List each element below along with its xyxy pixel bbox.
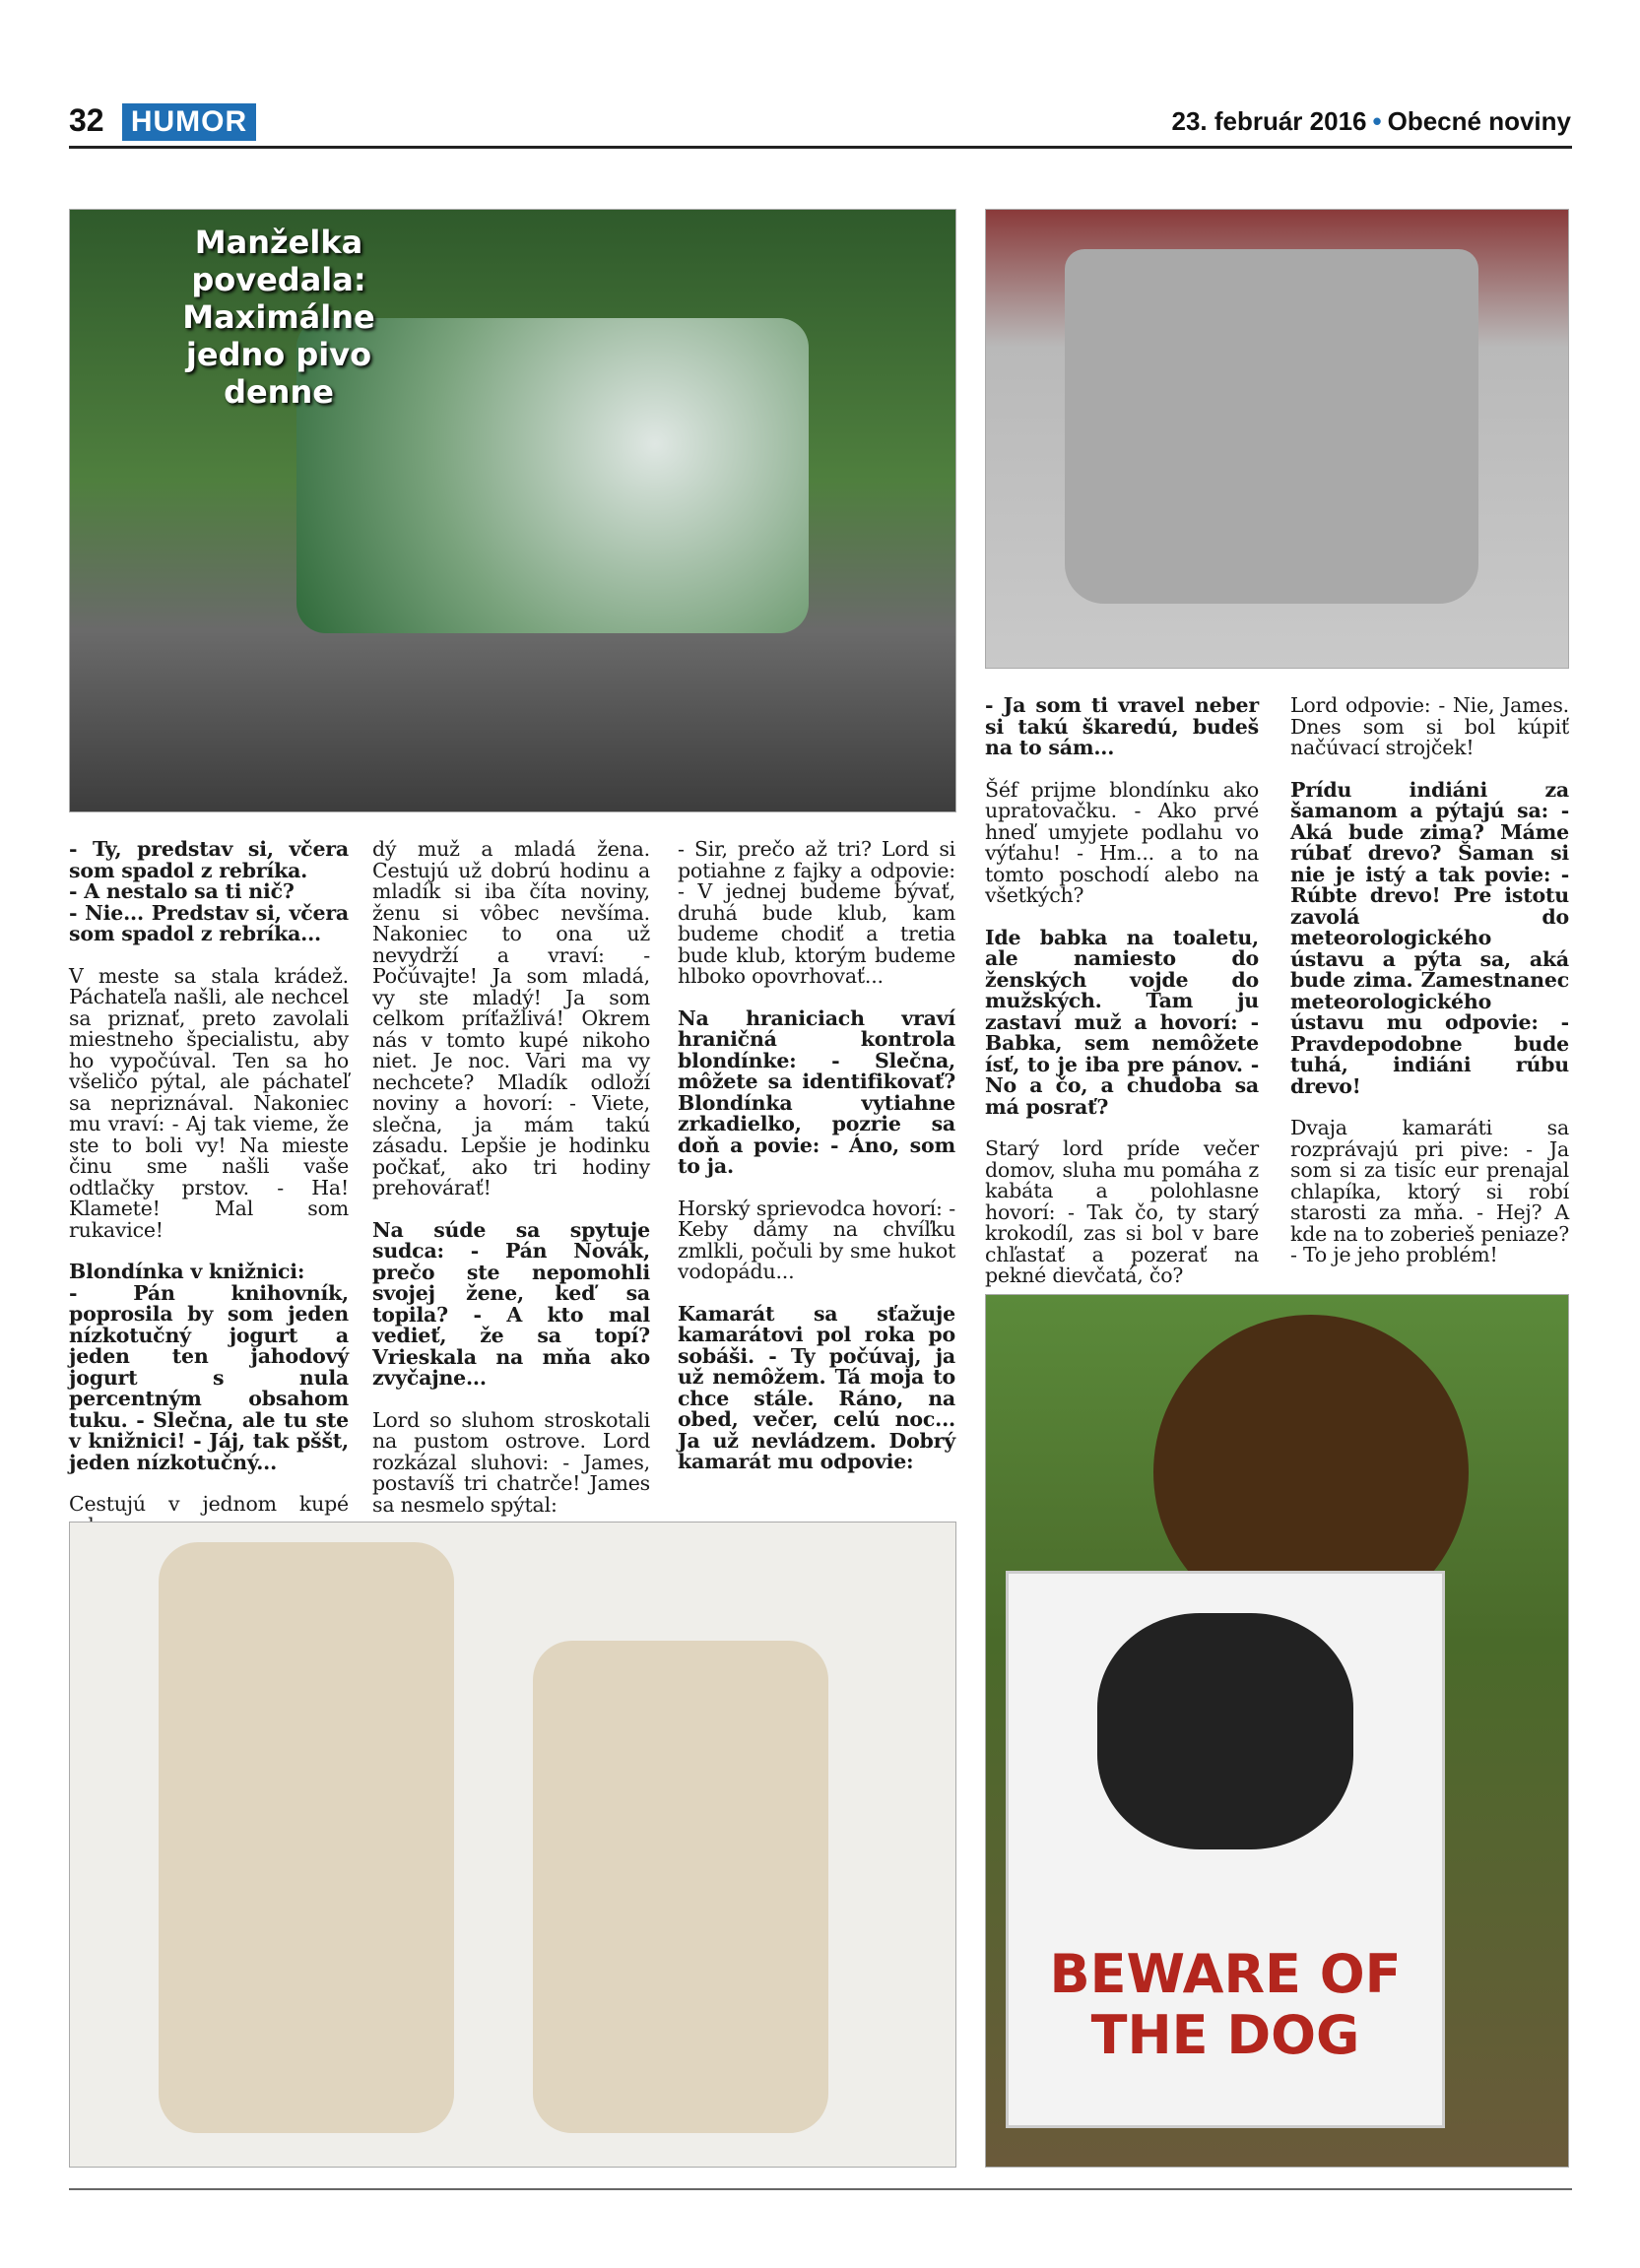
text-column-3 — [678, 839, 955, 1494]
footer-rule — [69, 2188, 1572, 2190]
text-column-2 — [372, 839, 650, 1536]
joke-train-start: Cestujú v jednom kupé — [69, 1492, 349, 1516]
dog-image — [985, 1294, 1569, 2168]
hoof-boots-image — [69, 1522, 956, 2168]
joke-island-cont: - Sir, prečo až tri? Lord si potiahne z fajky a odpovie: - V jednej budeme bývať, druhá bude klub, kam budeme chodiť a tretia bude klub, ktorým budeme hlboko opovrhovať... — [678, 837, 955, 988]
joke-guide: Horský sprievodca hovorí: - Keby dámy na chvíľku zmlkli, počuli by sme hukot vodopádu... — [678, 1196, 955, 1283]
joke-marriage-end-text: - Ja som ti vravel neber si takú škaredú, budeš na to sám... — [985, 693, 1259, 759]
oversized-shorts — [1065, 249, 1478, 604]
beware-sign — [1006, 1571, 1445, 2128]
publication-name: Obecné noviny — [1387, 106, 1571, 136]
joke-line: - A nestalo sa ti nič? — [69, 879, 295, 903]
page-number: 32 — [69, 102, 104, 138]
joke-shaman-text: Prídu indiáni za šamanom a pýtajú sa: - Aká bude zima? Máme rúbať drevo? Šaman si nie je istý a tak povie: - Rúbte drevo! Pre istotu zavolá do meteorologického ústavu a pýta sa, aká bude zima. Zamestnanec meteorologického ústavu mu odpovie: - Pravdepodobne bude tuhá, indiáni rúbu drevo! — [1290, 777, 1569, 1098]
joke-friends: Dvaja kamaráti sa rozprávajú pri pive: - Ja som si za tisíc eur prenajal chlapíka, ktorý si robí starosti za mňa. - Hej? A kde na to zoberieš peniaze? - To je jeho problém! — [1290, 1116, 1569, 1266]
joke-body: - Pán knihovník, poprosila by som jeden nízkotučný jogurt a jeden ten jahodový jogurt s nula percentným obsahom tuku. - Slečna, ale tu ste v knižnici! - Jáj, tak pššt, jeden nízkotučný... — [69, 1280, 349, 1474]
beer-truck-image — [69, 209, 956, 812]
snarling-dog-icon — [1097, 1613, 1353, 1849]
hoof-boot-right — [533, 1641, 828, 2133]
joke-court-text: Na súde sa spytuje sudca: - Pán Novák, prečo ste nepomohli svojej žene, keď sa topila? - A kto mal vedieť, že sa topí? Vrieskala na mňa ako zvyčajne... — [372, 1217, 650, 1390]
joke-ladder — [69, 839, 349, 945]
joke-theft: V meste sa stala krádež. Páchateľa našli, ale nechcel sa priznať, preto zavolali miestneho špecialistu, aby ho vypočúval. Ten sa ho všeličo pýtal, ale páchateľ sa nepriznával. Nakoniec mu vraví: - Aj tak vieme, že ste to boli vy! Na mieste činu sme našli vaše odtlačky prstov. - Ha! Klamete! Mal som rukavice! — [69, 963, 349, 1242]
joke-train-cont: dý muž a mladá žena. Cestujú už dobrú hodinu a mladík si iba číta noviny, ženu si vôbec nevšíma. Nakoniec to ona už nevydrží a vraví: - Počúvajte! Ja som mladá, vy ste mladý! Ja som celkom príťažlivá! Okrem nás v tomto kupé nikoho niet. Je noc. Vari ma vy nechcete? Mladík odloží noviny a hovorí: - Viete, slečna, ja mám takú zásadu. Lepšie je hodinku počkať, ako tri hodiny prehovárať! — [372, 837, 650, 1199]
section-label: HUMOR — [122, 103, 256, 141]
joke-border-text: Na hraniciach vraví hraničná kontrola blondínke: - Slečna, môžete sa identifikovať? Blondínka vytiahne zrkadielko, pozrie sa doň a povie: - Áno, som to ja. — [678, 1005, 955, 1178]
joke-library — [69, 1262, 349, 1473]
joke-cleaner: Šéf prijme blondínku ako upratovačku. - Ako prvé hneď umyjete podlahu vo výťahu! - Hm... a to na tomto poschodí alebo na všetkých? — [985, 777, 1259, 907]
joke-line: - Ty, predstav si, včera som spadol z rebríka. — [69, 837, 349, 882]
joke-toilet-text: Ide babka na toaletu, ale namiesto do ženských vojde do mužských. Tam ju zastaví muž a hovorí: - Babka, sem nemôžete ísť, to je iba pre pánov. - No a čo, a chudoba sa má posrať? — [985, 925, 1259, 1119]
joke-court — [372, 1217, 650, 1390]
shorts-image — [985, 209, 1569, 669]
header-rule — [69, 146, 1572, 149]
joke-marriage-text: Kamarát sa sťažuje kamarátovi pol roka po sobáši. - Ty počúvaj, ja už nemôžem. Tá moja to chce stále. Ráno, na obed, večer, celú noc... Ja už nevládzem. Dobrý kamarát mu odpovie: — [678, 1301, 955, 1473]
beware-sign-text: BEWARE OF THE DOG — [1049, 1943, 1402, 2066]
text-column-1 — [69, 839, 349, 1557]
issue-info — [1171, 106, 1571, 137]
text-column-4 — [985, 695, 1259, 1308]
joke-marriage-end — [985, 695, 1259, 759]
joke-shaman — [1290, 777, 1569, 1098]
joke-line: - Nie... Predstav si, včera som spadol z rebríka... — [69, 900, 349, 945]
joke-island-start: Lord so sluhom stroskotali na pustom ostrove. Lord rozkázal sluhovi: - James, postavíš tri chatrče! James sa nesmelo spýtal: — [372, 1407, 650, 1517]
joke-lord-end: Lord odpovie: - Nie, James. Dnes som si bol kúpiť načúvací strojček! — [1290, 693, 1569, 759]
joke-toilet — [985, 925, 1259, 1119]
joke-border — [678, 1005, 955, 1178]
text-column-5 — [1290, 695, 1569, 1287]
beer-image-caption-top: Manželka povedala: Maximálne jedno pivo denne — [182, 224, 375, 411]
joke-lord: Starý lord príde večer domov, sluha mu pomáha z kabáta a polohlasne hovorí: - Tak čo, ty starý krokodíl, zas si bol v bare chľastať a pozerať na pekné dievčatá, čo? — [985, 1136, 1259, 1287]
joke-title: Blondínka v knižnici: — [69, 1260, 305, 1283]
issue-date: 23. február 2016 — [1171, 106, 1367, 136]
hoof-boot-left — [159, 1542, 454, 2133]
joke-marriage — [678, 1301, 955, 1473]
header-separator: • — [1372, 106, 1382, 136]
